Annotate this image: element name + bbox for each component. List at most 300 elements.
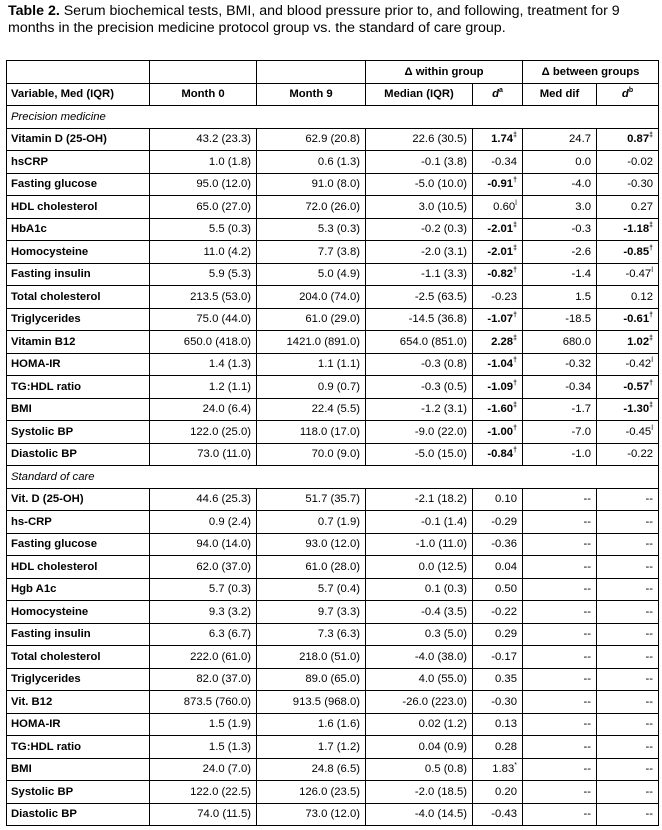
month0-cell: 122.0 (22.5) [150,781,257,804]
d-within-value: -0.34 [491,155,517,168]
d-within-value: 0.50 [495,583,517,596]
d-within-cell [473,556,523,579]
month0-cell: 5.9 (5.3) [150,263,257,286]
month0-cell: 44.6 (25.3) [150,488,257,511]
d-between-marker: † [649,244,654,252]
header-d-within-sup: a [499,87,503,95]
month0-cell: 5.5 (0.3) [150,218,257,241]
d-between-cell [597,511,659,534]
med-dif-cell: -- [523,713,597,736]
d-between-value: -- [645,628,654,641]
d-between-cell [597,443,659,466]
month0-cell: 6.3 (6.7) [150,623,257,646]
caption-text: Serum biochemical tests, BMI, and blood pressure prior to, and following, treatment for 9 months in the precision medicine protocol group vs. the standard of care group. [8,3,620,36]
med-dif-cell: -0.34 [523,376,597,399]
d-between-value: -- [645,763,654,776]
month0-cell: 82.0 (37.0) [150,668,257,691]
header-row-groups [7,61,659,84]
month0-cell: 1.5 (1.9) [150,713,257,736]
d-between-value: -- [645,493,654,506]
median-iqr-cell: -1.1 (3.3) [366,263,473,286]
d-between-value: -- [645,695,654,708]
med-dif-cell: -- [523,488,597,511]
d-between-value: -- [645,605,654,618]
d-within-cell [473,511,523,534]
d-between-cell [597,376,659,399]
variable-cell: TG:HDL ratio [7,736,150,759]
median-iqr-cell: -0.1 (1.4) [366,511,473,534]
table-row [7,713,659,736]
variable-cell: Fasting insulin [7,623,150,646]
table-row [7,241,659,264]
d-between-value: -0.85 [623,245,650,258]
d-within-value: 2.28 [491,335,514,348]
median-iqr-cell: -0.4 (3.5) [366,601,473,624]
table-row [7,781,659,804]
d-between-value: -- [645,718,654,731]
med-dif-cell: -- [523,758,597,781]
header-within-group: Δ within group [366,61,523,84]
header-row-columns [7,83,659,106]
month9-cell: 5.7 (0.4) [257,578,366,601]
d-within-cell [473,331,523,354]
header-empty-cell [257,61,366,84]
d-between-marker: ǀ [651,357,654,365]
d-between-value: -- [645,650,654,663]
section-row [7,466,659,489]
month9-cell: 9.7 (3.3) [257,601,366,624]
d-within-cell [473,623,523,646]
month9-cell: 61.0 (29.0) [257,308,366,331]
table-row [7,691,659,714]
section-title: Standard of care [7,466,659,489]
header-empty-cell [150,61,257,84]
median-iqr-cell: -0.3 (0.5) [366,376,473,399]
med-dif-cell: -- [523,556,597,579]
d-between-cell [597,241,659,264]
d-within-marker: † [513,267,517,275]
d-within-cell [473,173,523,196]
d-between-value: -0.57 [623,380,650,393]
d-within-value: -0.91 [487,178,514,191]
month0-cell: 94.0 (14.0) [150,533,257,556]
d-within-value: -0.43 [491,808,517,821]
d-within-marker: † [513,379,517,387]
d-between-marker: † [649,379,654,387]
month0-cell: 74.0 (11.5) [150,803,257,826]
d-within-value: 0.35 [495,673,517,686]
d-within-value: 0.13 [495,718,517,731]
variable-cell: Vitamin D (25-OH) [7,128,150,151]
med-dif-cell: -- [523,511,597,534]
median-iqr-cell: 0.04 (0.9) [366,736,473,759]
table-row [7,286,659,309]
d-within-value: -0.36 [491,538,517,551]
variable-cell: HbA1c [7,218,150,241]
month0-cell: 122.0 (25.0) [150,421,257,444]
month0-cell: 62.0 (37.0) [150,556,257,579]
variable-cell: Triglycerides [7,668,150,691]
d-between-cell [597,173,659,196]
section-row [7,106,659,129]
d-between-cell [597,331,659,354]
variable-cell: Diastolic BP [7,443,150,466]
med-dif-cell: -1.4 [523,263,597,286]
d-between-value: -1.18 [623,223,650,236]
table-row [7,668,659,691]
d-between-cell [597,196,659,219]
table-row [7,488,659,511]
d-within-value: -0.22 [491,605,517,618]
med-dif-cell: -- [523,803,597,826]
month0-cell: 1.4 (1.3) [150,353,257,376]
table-row [7,646,659,669]
header-d-between-symbol: d [621,88,629,101]
d-between-marker: ‡ [649,334,654,342]
d-within-marker: ‡ [513,222,517,230]
results-table [6,60,659,826]
median-iqr-cell: -5.0 (15.0) [366,443,473,466]
med-dif-cell: -1.0 [523,443,597,466]
median-iqr-cell: 654.0 (851.0) [366,331,473,354]
d-between-cell [597,736,659,759]
med-dif-cell: -- [523,533,597,556]
d-between-value: -0.47 [625,268,652,281]
med-dif-cell: -- [523,668,597,691]
median-iqr-cell: -0.2 (0.3) [366,218,473,241]
d-within-cell [473,376,523,399]
d-within-cell [473,713,523,736]
med-dif-cell: -0.3 [523,218,597,241]
d-between-value: -- [645,673,654,686]
d-within-cell [473,196,523,219]
d-between-value: -- [645,740,654,753]
variable-cell: Fasting glucose [7,533,150,556]
d-between-cell [597,286,659,309]
d-between-cell [597,601,659,624]
med-dif-cell: 3.0 [523,196,597,219]
d-between-marker: ‡ [649,132,654,140]
table-row [7,511,659,534]
month0-cell: 24.0 (6.4) [150,398,257,421]
month9-cell: 7.7 (3.8) [257,241,366,264]
variable-cell: HOMA-IR [7,353,150,376]
median-iqr-cell: -2.0 (3.1) [366,241,473,264]
d-within-value: -2.01 [487,223,514,236]
variable-cell: Systolic BP [7,781,150,804]
d-within-cell [473,601,523,624]
header-variable: Variable, Med (IQR) [7,83,150,106]
d-between-cell [597,646,659,669]
med-dif-cell: -0.32 [523,353,597,376]
d-within-value: 0.28 [495,740,517,753]
table-row [7,601,659,624]
med-dif-cell: -- [523,691,597,714]
d-between-cell [597,533,659,556]
month9-cell: 62.9 (20.8) [257,128,366,151]
median-iqr-cell: 3.0 (10.5) [366,196,473,219]
table-row [7,353,659,376]
table-row [7,443,659,466]
d-between-cell [597,308,659,331]
d-within-value: -1.07 [487,313,514,326]
d-within-value: -1.09 [487,380,514,393]
d-between-marker: ‡ [649,402,654,410]
variable-cell: Triglycerides [7,308,150,331]
table-row [7,331,659,354]
d-between-cell [597,803,659,826]
header-d-between [597,83,659,106]
d-between-cell [597,488,659,511]
table-row [7,556,659,579]
d-between-value: -- [645,808,654,821]
d-between-cell [597,758,659,781]
d-within-value: 0.04 [495,560,517,573]
d-between-value: -0.45 [625,425,652,438]
d-between-cell [597,353,659,376]
header-med-dif: Med dif [523,83,597,106]
median-iqr-cell: -0.3 (0.8) [366,353,473,376]
table-row [7,533,659,556]
med-dif-cell: 680.0 [523,331,597,354]
d-within-cell [473,758,523,781]
med-dif-cell: -7.0 [523,421,597,444]
d-within-cell [473,128,523,151]
median-iqr-cell: -4.0 (14.5) [366,803,473,826]
d-between-value: 0.27 [631,200,654,213]
d-between-value: -0.42 [625,358,652,371]
table-row [7,128,659,151]
d-within-cell [473,218,523,241]
header-d-within-symbol: d [492,88,499,101]
month9-cell: 24.8 (6.5) [257,758,366,781]
header-month0: Month 0 [150,83,257,106]
d-within-marker: ǀ [515,199,517,207]
med-dif-cell: -- [523,646,597,669]
table-row [7,421,659,444]
median-iqr-cell: 4.0 (55.0) [366,668,473,691]
variable-cell: TG:HDL ratio [7,376,150,399]
d-between-marker: ‡ [649,222,654,230]
d-within-value: -2.01 [487,245,514,258]
month0-cell: 1.0 (1.8) [150,151,257,174]
med-dif-cell: -- [523,578,597,601]
d-within-cell [473,398,523,421]
month9-cell: 913.5 (968.0) [257,691,366,714]
section-title: Precision medicine [7,106,659,129]
month0-cell: 222.0 (61.0) [150,646,257,669]
median-iqr-cell: -0.1 (3.8) [366,151,473,174]
d-within-value: 0.20 [495,785,517,798]
d-within-value: 1.83 [492,763,515,776]
header-month9: Month 9 [257,83,366,106]
caption-label: Table 2. [8,3,60,19]
table-row [7,308,659,331]
month0-cell: 95.0 (12.0) [150,173,257,196]
d-within-marker: ‡ [513,334,517,342]
month9-cell: 51.7 (35.7) [257,488,366,511]
d-between-value: -- [645,515,654,528]
median-iqr-cell: -2.0 (18.5) [366,781,473,804]
variable-cell: Homocysteine [7,241,150,264]
header-between-groups: Δ between groups [523,61,659,84]
d-within-value: -1.00 [487,425,514,438]
d-within-cell [473,578,523,601]
d-within-cell [473,803,523,826]
month9-cell: 22.4 (5.5) [257,398,366,421]
med-dif-cell: 0.0 [523,151,597,174]
variable-cell: Vit. D (25-OH) [7,488,150,511]
variable-cell: Homocysteine [7,601,150,624]
d-within-marker: ‡ [513,244,517,252]
d-within-cell [473,263,523,286]
d-within-cell [473,533,523,556]
variable-cell: BMI [7,398,150,421]
d-between-cell [597,668,659,691]
d-between-value: -- [645,583,654,596]
d-between-cell [597,691,659,714]
month0-cell: 0.9 (2.4) [150,511,257,534]
d-within-value: -1.60 [487,403,514,416]
d-between-cell [597,218,659,241]
d-between-value: -0.61 [623,313,650,326]
d-between-value: -0.30 [627,178,654,191]
d-within-value: -1.04 [487,358,514,371]
d-within-cell [473,443,523,466]
month9-cell: 72.0 (26.0) [257,196,366,219]
d-within-cell [473,646,523,669]
d-between-cell [597,128,659,151]
d-within-value: 1.74 [491,133,514,146]
month0-cell: 73.0 (11.0) [150,443,257,466]
variable-cell: Vitamin B12 [7,331,150,354]
month9-cell: 1421.0 (891.0) [257,331,366,354]
median-iqr-cell: -9.0 (22.0) [366,421,473,444]
median-iqr-cell: 22.6 (30.5) [366,128,473,151]
month0-cell: 1.2 (1.1) [150,376,257,399]
month9-cell: 0.7 (1.9) [257,511,366,534]
d-within-cell [473,736,523,759]
d-within-cell [473,151,523,174]
median-iqr-cell: 0.5 (0.8) [366,758,473,781]
d-between-value: -- [645,538,654,551]
d-between-value: -- [645,785,654,798]
d-between-value: -1.30 [623,403,650,416]
month9-cell: 73.0 (12.0) [257,803,366,826]
med-dif-cell: -4.0 [523,173,597,196]
d-between-value: -- [645,560,654,573]
d-within-value: 0.10 [495,493,517,506]
d-within-value: 0.60 [493,200,516,213]
month0-cell: 43.2 (23.3) [150,128,257,151]
d-between-cell [597,623,659,646]
month9-cell: 93.0 (12.0) [257,533,366,556]
variable-cell: Diastolic BP [7,803,150,826]
d-between-marker: † [649,312,654,320]
d-within-marker: ‡ [513,132,517,140]
month9-cell: 5.0 (4.9) [257,263,366,286]
variable-cell: Total cholesterol [7,286,150,309]
d-within-cell [473,421,523,444]
month9-cell: 5.3 (0.3) [257,218,366,241]
median-iqr-cell: 0.0 (12.5) [366,556,473,579]
variable-cell: hs-CRP [7,511,150,534]
table-row [7,758,659,781]
variable-cell: BMI [7,758,150,781]
d-between-cell [597,263,659,286]
median-iqr-cell: -2.5 (63.5) [366,286,473,309]
month9-cell: 7.3 (6.3) [257,623,366,646]
variable-cell: HDL cholesterol [7,196,150,219]
d-within-value: -0.17 [491,650,517,663]
med-dif-cell: -- [523,623,597,646]
table-row [7,578,659,601]
d-within-marker: * [514,762,517,770]
month0-cell: 1.5 (1.3) [150,736,257,759]
header-d-within [473,83,523,106]
d-within-value: 0.29 [495,628,517,641]
d-within-cell [473,353,523,376]
month0-cell: 9.3 (3.2) [150,601,257,624]
d-within-marker: † [513,312,517,320]
month9-cell: 0.6 (1.3) [257,151,366,174]
variable-cell: Systolic BP [7,421,150,444]
d-between-value: -0.02 [627,155,654,168]
median-iqr-cell: 0.3 (5.0) [366,623,473,646]
variable-cell: Hgb A1c [7,578,150,601]
d-within-value: -0.30 [491,695,517,708]
median-iqr-cell: -4.0 (38.0) [366,646,473,669]
d-between-cell [597,151,659,174]
table-row [7,376,659,399]
d-within-value: -0.84 [487,448,514,461]
median-iqr-cell: -2.1 (18.2) [366,488,473,511]
d-between-marker: ǀ [651,267,654,275]
d-within-cell [473,691,523,714]
table-row [7,803,659,826]
d-within-marker: † [513,424,517,432]
variable-cell: hsCRP [7,151,150,174]
header-median-iqr: Median (IQR) [366,83,473,106]
month0-cell: 75.0 (44.0) [150,308,257,331]
d-between-value: 0.12 [631,290,654,303]
month9-cell: 126.0 (23.5) [257,781,366,804]
d-within-value: -0.23 [491,290,517,303]
d-within-marker: † [513,447,517,455]
median-iqr-cell: -1.0 (11.0) [366,533,473,556]
med-dif-cell: -2.6 [523,241,597,264]
median-iqr-cell: -26.0 (223.0) [366,691,473,714]
month9-cell: 1.1 (1.1) [257,353,366,376]
median-iqr-cell: 0.1 (0.3) [366,578,473,601]
header-empty-cell [7,61,150,84]
month9-cell: 91.0 (8.0) [257,173,366,196]
month9-cell: 70.0 (9.0) [257,443,366,466]
median-iqr-cell: -5.0 (10.0) [366,173,473,196]
table-row [7,263,659,286]
month9-cell: 61.0 (28.0) [257,556,366,579]
median-iqr-cell: -1.2 (3.1) [366,398,473,421]
table-caption [8,3,658,37]
variable-cell: Fasting glucose [7,173,150,196]
d-within-marker: ‡ [513,402,517,410]
med-dif-cell: 24.7 [523,128,597,151]
d-between-marker: ǀ [651,424,654,432]
d-within-marker: † [513,357,517,365]
month0-cell: 5.7 (0.3) [150,578,257,601]
month9-cell: 218.0 (51.0) [257,646,366,669]
month0-cell: 873.5 (760.0) [150,691,257,714]
